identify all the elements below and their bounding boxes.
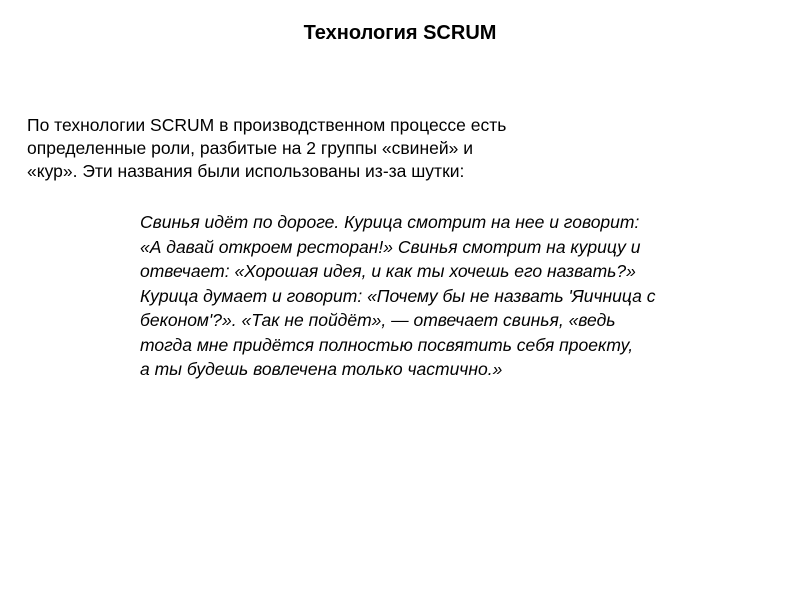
quote-line: «А давай откроем ресторан!» Свинья смотрит на курицу и [140, 236, 641, 257]
joke-quote [140, 210, 780, 382]
intro-line: По технологии SCRUM в производственном процессе есть [27, 115, 507, 135]
intro-line: определенные роли, разбитые на 2 группы «свиней» и [27, 138, 473, 158]
quote-line: отвечает: «Хорошая идея, и как ты хочешь его назвать?» [140, 261, 636, 281]
intro-line: «кур». Эти названия были использованы из-за шутки: [27, 161, 465, 181]
quote-line: тогда мне придётся полностью посвятить себя проекту, [140, 334, 634, 355]
quote-line: беконом'?». «Так не пойдёт», — отвечает свинья, «ведь [140, 310, 616, 330]
quote-line: Свинья идёт по дороге. Курица смотрит на нее и говорит: [140, 212, 640, 232]
quote-line: Курица думает и говорит: «Почему бы не назвать 'Яичница с [140, 285, 656, 306]
slide-title: Технология SCRUM [303, 22, 497, 44]
intro-paragraph [27, 114, 627, 183]
quote-line: а ты будешь вовлечена только частично.» [140, 359, 503, 379]
